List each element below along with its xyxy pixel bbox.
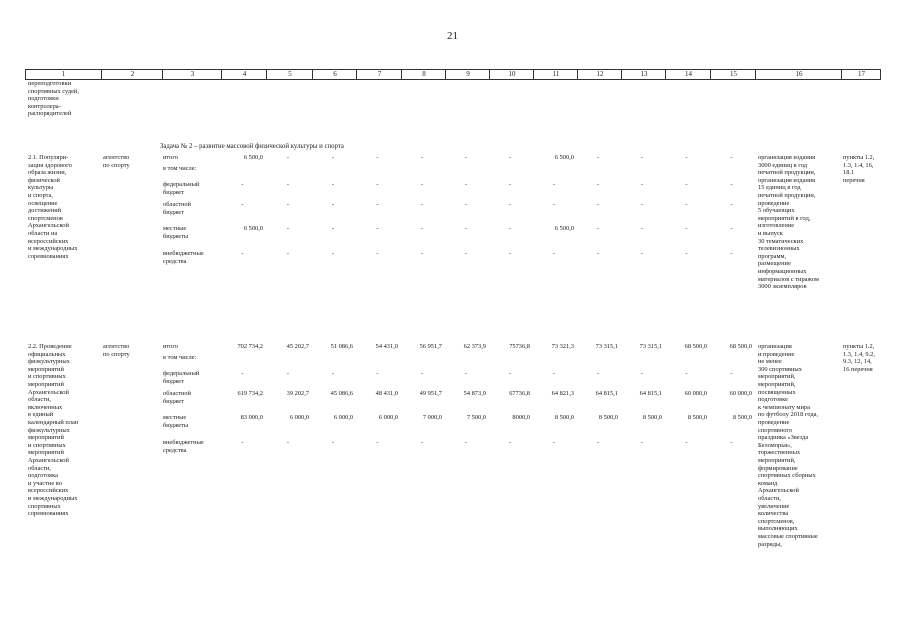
funding-value: 702 734,2 <box>237 343 263 350</box>
funding-value: - <box>552 250 556 257</box>
header-col-4: 4 <box>221 70 267 79</box>
executor-line: агентство <box>103 154 130 161</box>
funding-value: - <box>596 370 600 377</box>
funding-value: - <box>376 370 379 377</box>
continuation-line: распорядителей <box>28 110 72 118</box>
funding-value: - <box>241 250 244 257</box>
result-line: мероприятий, <box>758 373 796 381</box>
header-col-17: 17 <box>841 70 881 79</box>
result-line: 30 тематических <box>758 237 804 245</box>
result-line: мероприятий, <box>758 381 796 388</box>
funding-value: - <box>640 250 644 257</box>
funding-value: - <box>420 181 424 188</box>
funding-value: - <box>376 201 379 208</box>
funding-value: - <box>640 225 644 232</box>
funding-source-label: бюджеты <box>163 232 189 240</box>
reference-line: перечня <box>843 176 865 184</box>
reference-line: 1.3, 1.4, 16, <box>843 161 874 169</box>
funding-value: - <box>685 225 688 232</box>
continuation-line: переподготовки <box>28 80 71 87</box>
result-line: мероприятий, <box>758 457 796 464</box>
measure-name-line: и спортивных <box>28 441 66 449</box>
measure-name-line: мероприятий <box>28 381 64 388</box>
header-col-10: 10 <box>489 70 534 79</box>
funding-source-label: средства <box>163 446 187 454</box>
header-col-7: 7 <box>356 70 402 79</box>
funding-value: - <box>420 439 424 446</box>
result-line: по футболу 2018 года, <box>758 411 819 419</box>
funding-value: 60 000,0 <box>684 390 707 397</box>
result-line: праздника «Звезда <box>758 434 809 442</box>
funding-value: - <box>508 439 512 446</box>
result-line: 3000 единиц в год <box>758 161 807 169</box>
funding-value: 56 951,7 <box>419 343 442 350</box>
funding-value: 49 951,7 <box>419 390 442 397</box>
funding-value: - <box>241 439 244 446</box>
measure-name-line: всероссийских <box>28 487 69 495</box>
measure-name-line: физкультурных <box>28 358 70 366</box>
result-line: команд <box>758 479 778 487</box>
funding-value: - <box>286 439 290 446</box>
funding-value: - <box>730 370 733 377</box>
continuation-line: контролера- <box>28 102 61 110</box>
task-title: Задача № 2 – развитие массовой физической культуры и спорта <box>160 143 344 150</box>
funding-value: 75736,8 <box>509 343 530 350</box>
funding-value: - <box>286 250 290 257</box>
measure-name-line: мероприятий <box>28 449 64 457</box>
result-line: подготовке <box>758 396 788 404</box>
funding-value: - <box>552 181 556 188</box>
measure-name-line: и спортивных <box>28 373 66 381</box>
reference-line: 9.3, 12, 14, <box>843 358 872 366</box>
funding-value: 6 000,0 <box>289 414 309 421</box>
measure-name-line: 2.2. Проведение <box>28 343 72 350</box>
funding-value: - <box>420 225 424 232</box>
measure-name-line: Архангельской <box>28 388 69 396</box>
funding-value: - <box>286 370 290 377</box>
funding-value: - <box>464 370 468 377</box>
measure-name-line: мероприятий <box>28 434 64 442</box>
funding-value: - <box>464 201 468 208</box>
measure-name-line: физкультурных <box>28 426 70 434</box>
funding-source-label: областной <box>163 390 191 397</box>
funding-value: - <box>331 181 335 188</box>
page-number: 21 <box>447 30 458 42</box>
funding-source-label: итого <box>163 154 178 161</box>
funding-value: - <box>596 154 600 161</box>
funding-value: - <box>640 201 644 208</box>
funding-value: - <box>420 154 424 161</box>
funding-value: - <box>685 201 688 208</box>
header-col-15: 15 <box>710 70 756 79</box>
funding-value: - <box>730 181 733 188</box>
result-line: области, <box>758 495 781 502</box>
funding-value: 73 315,1 <box>639 343 662 350</box>
funding-value: - <box>331 250 335 257</box>
funding-value: - <box>420 370 424 377</box>
funding-value: - <box>286 154 290 161</box>
funding-value: 6 500,0 <box>554 154 574 161</box>
measure-name-line: включенных <box>28 403 63 411</box>
funding-value: - <box>596 225 600 232</box>
result-line: организация <box>758 343 792 350</box>
funding-source-label: федеральный <box>163 181 200 188</box>
header-col-6: 6 <box>312 70 357 79</box>
funding-value: - <box>420 201 424 208</box>
funding-source-label: местные <box>163 225 187 232</box>
funding-value: - <box>376 181 379 188</box>
funding-value: - <box>464 154 468 161</box>
executor-line: агентство <box>103 343 130 350</box>
funding-value: - <box>730 154 733 161</box>
result-line: количества <box>758 510 789 518</box>
funding-value: - <box>331 225 335 232</box>
result-line: программ, <box>758 252 787 260</box>
funding-value: - <box>596 201 600 208</box>
measure-name-line: и спорта, <box>28 192 53 199</box>
funding-value: 45 086,6 <box>330 390 353 397</box>
measure-name-line: 2.1. Популяри- <box>28 154 69 161</box>
result-line: формирование <box>758 464 798 472</box>
funding-value: - <box>464 181 468 188</box>
funding-value: 8 500,0 <box>732 414 752 421</box>
measure-name-line: зация здорового <box>28 161 72 169</box>
measure-name-line: Архангельской <box>28 222 69 230</box>
funding-source-label: областной <box>163 201 191 208</box>
measure-name-line: подготовка <box>28 472 59 480</box>
funding-value: - <box>552 370 556 377</box>
funding-value: 39 202,7 <box>286 390 309 397</box>
measure-name-line: всероссийских <box>28 237 69 245</box>
funding-value: 68 500,0 <box>729 343 752 350</box>
funding-value: - <box>596 439 600 446</box>
reference-line: пункты 1.2, <box>843 154 875 161</box>
funding-value: - <box>640 154 644 161</box>
funding-value: - <box>286 201 290 208</box>
funding-value: - <box>376 439 379 446</box>
funding-value: 45 202,7 <box>286 343 309 350</box>
funding-value: 73 315,1 <box>595 343 618 350</box>
result-line: 3000 экземпляров <box>758 283 807 291</box>
header-col-9: 9 <box>445 70 490 79</box>
funding-source-label: местные <box>163 414 187 421</box>
funding-source-label: бюджеты <box>163 421 189 429</box>
funding-source-label: бюджет <box>163 377 184 385</box>
result-line: размещение <box>758 260 791 268</box>
funding-value: 6 500,0 <box>554 225 574 232</box>
result-line: массовые спортивные <box>758 533 818 540</box>
funding-value: 64 821,3 <box>551 390 574 397</box>
funding-value: - <box>464 250 468 257</box>
measure-name-line: освещение <box>28 199 58 207</box>
result-line: торжественных <box>758 449 801 457</box>
measure-name-line: в единый <box>28 411 54 419</box>
funding-value: 51 086,6 <box>330 343 353 350</box>
result-line: проведение <box>758 419 790 426</box>
measure-name-line: достижений <box>28 207 62 215</box>
result-line: спортсменов, <box>758 517 795 525</box>
funding-value: - <box>730 225 733 232</box>
funding-value: 619 734,2 <box>237 390 263 397</box>
funding-value: 8 500,0 <box>642 414 662 421</box>
measure-name-line: мероприятий <box>28 365 64 373</box>
result-line: не менее <box>758 358 782 366</box>
header-col-8: 8 <box>401 70 446 79</box>
reference-line: 18.1 <box>843 169 855 177</box>
header-col-11: 11 <box>533 70 578 79</box>
measure-name-line: спортсменов <box>28 214 63 222</box>
reference-line: 1.3, 1.4, 9.2, <box>843 350 875 358</box>
funding-source-label: бюджет <box>163 208 184 216</box>
funding-value: - <box>508 201 512 208</box>
result-line: к чемпионату мира <box>758 403 810 411</box>
funding-value: - <box>685 439 688 446</box>
funding-value: - <box>241 201 244 208</box>
header-col-2: 2 <box>101 70 163 79</box>
result-line: изготовление <box>758 222 795 230</box>
measure-name-line: области, <box>28 464 51 472</box>
funding-value: - <box>331 439 335 446</box>
funding-value: - <box>730 250 733 257</box>
funding-value: - <box>508 225 512 232</box>
funding-value: - <box>331 201 335 208</box>
result-line: проведение <box>758 199 790 207</box>
funding-value: - <box>331 154 335 161</box>
measure-name-line: календарный план <box>28 419 79 426</box>
table-header <box>25 69 881 80</box>
result-line: и проведение <box>758 350 795 358</box>
funding-value: - <box>286 225 290 232</box>
measure-name-line: физической <box>28 176 60 184</box>
funding-value: 7 500,0 <box>466 414 486 421</box>
funding-value: - <box>685 370 688 377</box>
result-line: и выпуск <box>758 230 783 237</box>
measure-name-line: образа жизни, <box>28 169 67 177</box>
funding-value: - <box>376 250 379 257</box>
funding-value: 8 500,0 <box>598 414 618 421</box>
funding-value: - <box>376 225 379 232</box>
funding-value: - <box>508 370 512 377</box>
continuation-line: подготовки <box>28 95 59 103</box>
funding-value: - <box>241 181 244 188</box>
funding-value: - <box>640 439 644 446</box>
funding-source-label: федеральный <box>163 370 200 377</box>
funding-source-label: в том числе: <box>163 165 197 172</box>
header-col-1: 1 <box>61 70 66 78</box>
funding-value: - <box>685 250 688 257</box>
funding-source-label: средства <box>163 257 187 265</box>
funding-value: 68 500,0 <box>684 343 707 350</box>
funding-value: 73 321,3 <box>551 343 574 350</box>
funding-value: - <box>420 250 424 257</box>
funding-source-label: итого <box>163 343 178 350</box>
funding-value: - <box>730 201 733 208</box>
result-line: печатной продукции, <box>758 169 816 177</box>
measure-name-line: официальных <box>28 350 66 358</box>
measure-name-line: и международных <box>28 495 78 502</box>
measure-name-line: и международных <box>28 245 78 253</box>
result-line: информационных <box>758 268 807 275</box>
header-col-16: 16 <box>755 70 842 79</box>
funding-value: 62 373,9 <box>463 343 486 350</box>
funding-value: 6 500,0 <box>243 225 263 232</box>
measure-name-line: соревнованиях <box>28 252 69 260</box>
funding-value: - <box>331 370 335 377</box>
funding-value: - <box>730 439 733 446</box>
funding-value: 64 815,1 <box>639 390 662 397</box>
result-line: 300 спортивных <box>758 365 802 373</box>
funding-value: 64 815,1 <box>595 390 618 397</box>
funding-value: 60 000,0 <box>729 390 752 397</box>
executor-line: по спорту <box>103 161 130 169</box>
funding-value: - <box>464 225 468 232</box>
funding-value: - <box>685 154 688 161</box>
funding-value: - <box>640 370 644 377</box>
measure-name-line: области на <box>28 230 58 237</box>
funding-value: 6 000,0 <box>378 414 398 421</box>
header-col-3: 3 <box>162 70 222 79</box>
funding-value: 6 000,0 <box>333 414 353 421</box>
funding-value: 6 500,0 <box>243 154 263 161</box>
continuation-line: спортивных судей, <box>28 87 79 95</box>
funding-value: 54 873,9 <box>463 390 486 397</box>
result-line: спортивных сборных <box>758 472 816 480</box>
funding-value: 8000,0 <box>512 414 530 421</box>
funding-value: 8 500,0 <box>687 414 707 421</box>
result-line: организация издания <box>758 154 816 161</box>
funding-source-label: внебюджетные <box>163 439 204 446</box>
funding-value: - <box>376 154 379 161</box>
result-line: увеличение <box>758 502 790 510</box>
funding-source-label: бюджет <box>163 397 184 405</box>
measure-name-line: и участие во <box>28 479 62 487</box>
header-col-12: 12 <box>577 70 622 79</box>
funding-value: 7 000,0 <box>422 414 442 421</box>
funding-value: - <box>552 439 556 446</box>
result-line: 15 единиц в год <box>758 184 801 192</box>
result-line: Архангельской <box>758 487 799 495</box>
result-line: посвященных <box>758 388 796 396</box>
funding-source-label: внебюджетные <box>163 250 204 257</box>
funding-value: - <box>464 439 468 446</box>
funding-source-label: бюджет <box>163 188 184 196</box>
funding-value: - <box>286 181 290 188</box>
header-col-13: 13 <box>621 70 666 79</box>
result-line: печатной продукции, <box>758 192 816 199</box>
funding-value: - <box>596 250 600 257</box>
funding-value: 8 500,0 <box>554 414 574 421</box>
funding-source-label: в том числе: <box>163 354 197 361</box>
measure-name-line: Архангельской <box>28 457 69 464</box>
result-line: Беломорья», <box>758 441 792 449</box>
funding-value: - <box>508 181 512 188</box>
funding-value: - <box>596 181 600 188</box>
funding-value: - <box>640 181 644 188</box>
result-line: 5 обучающих <box>758 207 795 215</box>
funding-value: 48 431,0 <box>375 390 398 397</box>
executor-line: по спорту <box>103 350 130 358</box>
result-line: разряды, <box>758 540 782 548</box>
measure-name-line: соревнованиях <box>28 510 69 518</box>
measure-name-line: культуры <box>28 184 54 192</box>
funding-value: - <box>241 370 244 377</box>
reference-line: 16 перечня <box>843 365 873 373</box>
result-line: организация издания <box>758 176 816 184</box>
funding-value: 67736,8 <box>509 390 530 397</box>
result-line: спортивного <box>758 426 793 434</box>
reference-line: пункты 1.2, <box>843 343 875 350</box>
funding-value: - <box>508 250 512 257</box>
result-line: выполняющих <box>758 525 798 533</box>
header-col-14: 14 <box>665 70 711 79</box>
measure-name-line: спортивных <box>28 502 61 510</box>
funding-value: 54 431,0 <box>375 343 398 350</box>
result-line: телевизионных <box>758 245 800 253</box>
funding-value: - <box>552 201 556 208</box>
header-col-5: 5 <box>266 70 313 79</box>
result-line: мероприятий в год, <box>758 214 811 222</box>
measure-name-line: области, <box>28 396 51 404</box>
result-line: материалов с тиражом <box>758 275 819 283</box>
funding-value: - <box>508 154 512 161</box>
funding-value: 83 000,0 <box>240 414 263 421</box>
funding-value: - <box>685 181 688 188</box>
